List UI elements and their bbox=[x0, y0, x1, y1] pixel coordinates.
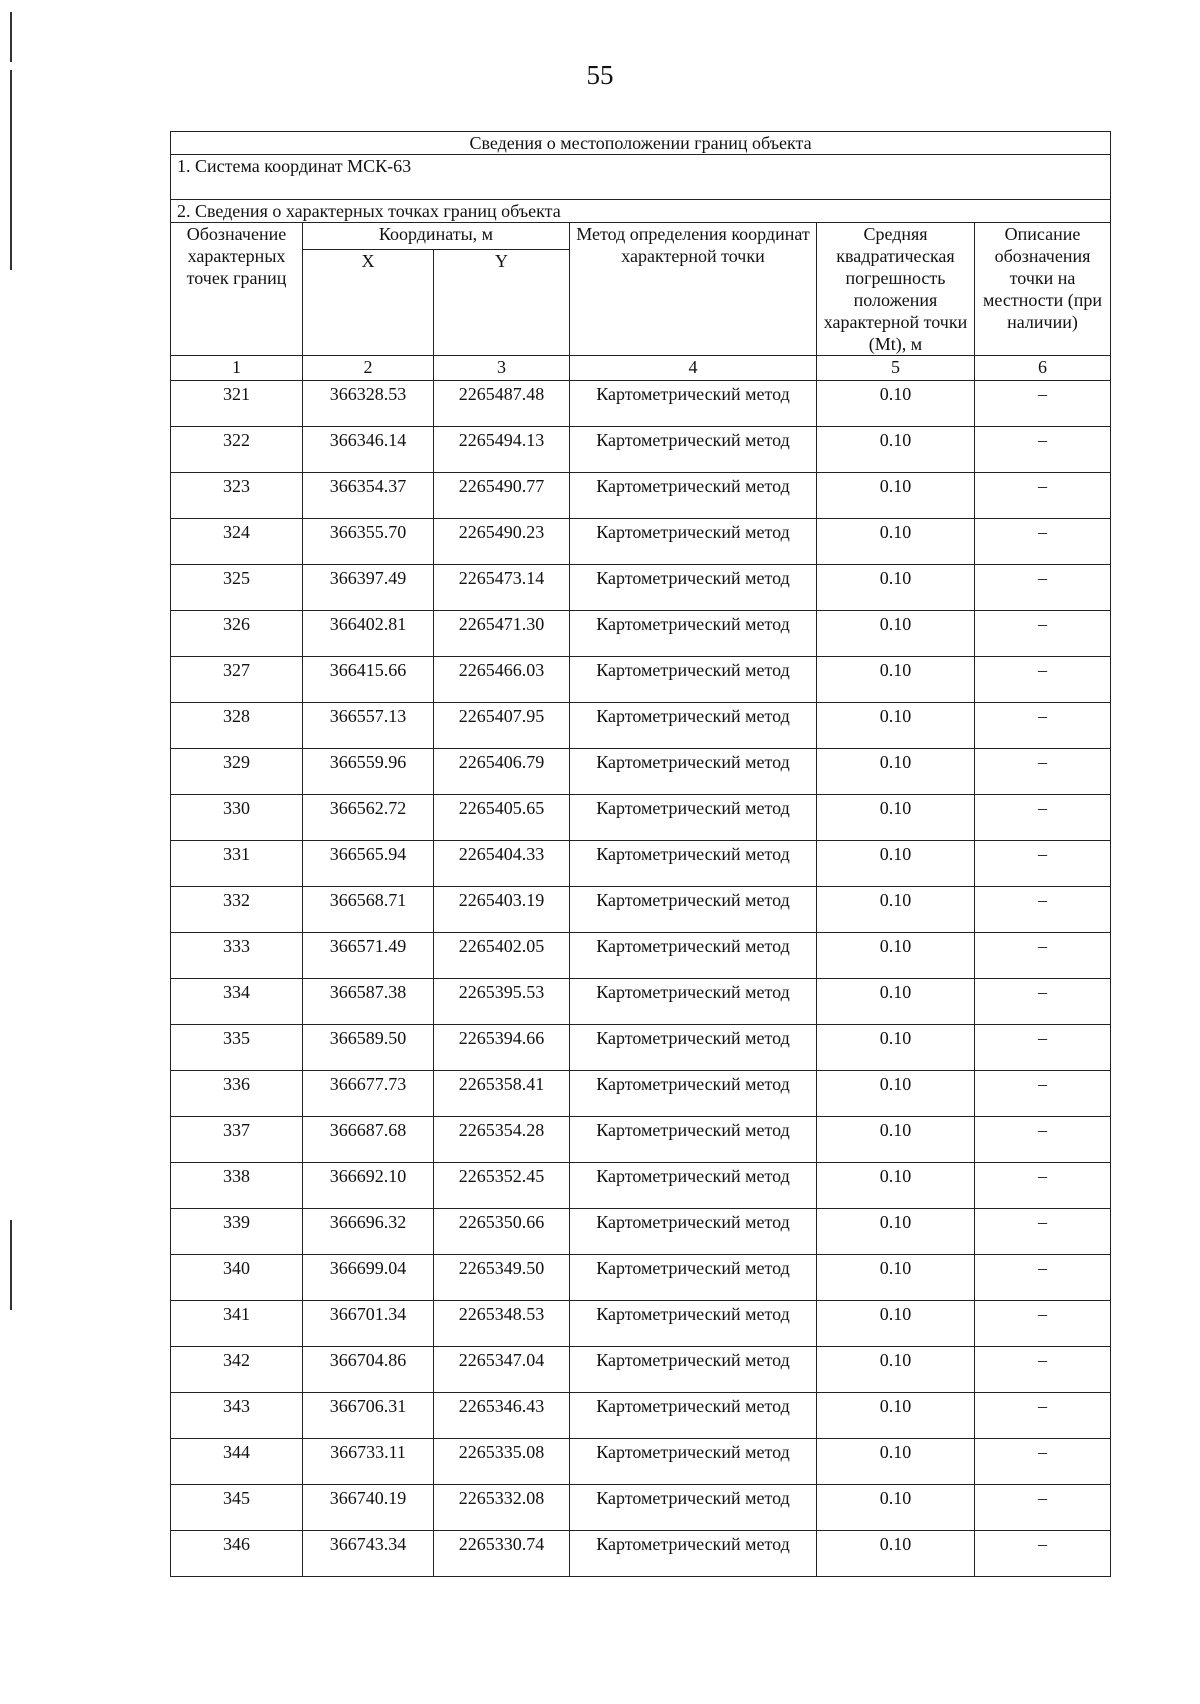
description-cell: – bbox=[975, 795, 1111, 841]
method-cell: Картометрический метод bbox=[570, 381, 817, 427]
point-number-cell: 341 bbox=[171, 1301, 303, 1347]
mean-error-cell: 0.10 bbox=[817, 381, 975, 427]
x-coordinate-cell: 366559.96 bbox=[303, 749, 434, 795]
y-coordinate-cell: 2265494.13 bbox=[434, 427, 570, 473]
mean-error-cell: 0.10 bbox=[817, 427, 975, 473]
mean-error-cell: 0.10 bbox=[817, 703, 975, 749]
description-cell: – bbox=[975, 1531, 1111, 1577]
y-coordinate-cell: 2265466.03 bbox=[434, 657, 570, 703]
x-coordinate-cell: 366740.19 bbox=[303, 1485, 434, 1531]
mean-error-cell: 0.10 bbox=[817, 519, 975, 565]
description-cell: – bbox=[975, 611, 1111, 657]
table-row bbox=[171, 1439, 1111, 1485]
table-row bbox=[171, 841, 1111, 887]
x-coordinate-cell: 366571.49 bbox=[303, 933, 434, 979]
point-number-cell: 333 bbox=[171, 933, 303, 979]
point-number-cell: 335 bbox=[171, 1025, 303, 1071]
x-coordinate-cell: 366557.13 bbox=[303, 703, 434, 749]
table-row bbox=[171, 1393, 1111, 1439]
x-coordinate-cell: 366402.81 bbox=[303, 611, 434, 657]
y-coordinate-cell: 2265347.04 bbox=[434, 1347, 570, 1393]
description-cell: – bbox=[975, 1255, 1111, 1301]
y-coordinate-cell: 2265346.43 bbox=[434, 1393, 570, 1439]
description-cell: – bbox=[975, 1347, 1111, 1393]
description-cell: – bbox=[975, 703, 1111, 749]
description-cell: – bbox=[975, 381, 1111, 427]
method-cell: Картометрический метод bbox=[570, 1393, 817, 1439]
x-coordinate-cell: 366706.31 bbox=[303, 1393, 434, 1439]
y-coordinate-cell: 2265403.19 bbox=[434, 887, 570, 933]
x-coordinate-cell: 366346.14 bbox=[303, 427, 434, 473]
scan-edge-marks bbox=[10, 0, 12, 1704]
method-cell: Картометрический метод bbox=[570, 703, 817, 749]
point-number-cell: 328 bbox=[171, 703, 303, 749]
description-cell: – bbox=[975, 1117, 1111, 1163]
boundary-coordinates-table bbox=[170, 131, 1111, 1577]
y-coordinate-cell: 2265349.50 bbox=[434, 1255, 570, 1301]
x-coordinate-cell: 366696.32 bbox=[303, 1209, 434, 1255]
description-cell: – bbox=[975, 1163, 1111, 1209]
method-cell: Картометрический метод bbox=[570, 979, 817, 1025]
y-coordinate-cell: 2265358.41 bbox=[434, 1071, 570, 1117]
point-number-cell: 331 bbox=[171, 841, 303, 887]
table-row bbox=[171, 1025, 1111, 1071]
table-row bbox=[171, 933, 1111, 979]
x-coordinate-cell: 366733.11 bbox=[303, 1439, 434, 1485]
description-cell: – bbox=[975, 657, 1111, 703]
column-number: 1 bbox=[171, 356, 303, 381]
point-number-cell: 345 bbox=[171, 1485, 303, 1531]
table-row bbox=[171, 1485, 1111, 1531]
point-number-cell: 330 bbox=[171, 795, 303, 841]
method-cell: Картометрический метод bbox=[570, 795, 817, 841]
description-cell: – bbox=[975, 1025, 1111, 1071]
point-number-cell: 327 bbox=[171, 657, 303, 703]
mean-error-cell: 0.10 bbox=[817, 1393, 975, 1439]
table-row bbox=[171, 1117, 1111, 1163]
method-cell: Картометрический метод bbox=[570, 1163, 817, 1209]
description-cell: – bbox=[975, 1485, 1111, 1531]
column-number: 2 bbox=[303, 356, 434, 381]
table-row bbox=[171, 795, 1111, 841]
header-description: Описание обозначения точки на местности (при наличии) bbox=[975, 223, 1111, 356]
description-cell: – bbox=[975, 1439, 1111, 1485]
y-coordinate-cell: 2265490.23 bbox=[434, 519, 570, 565]
table-row bbox=[171, 887, 1111, 933]
mean-error-cell: 0.10 bbox=[817, 1531, 975, 1577]
x-coordinate-cell: 366397.49 bbox=[303, 565, 434, 611]
header-method: Метод определения координат характерной точки bbox=[570, 223, 817, 356]
description-cell: – bbox=[975, 519, 1111, 565]
description-cell: – bbox=[975, 1071, 1111, 1117]
mean-error-cell: 0.10 bbox=[817, 887, 975, 933]
description-cell: – bbox=[975, 473, 1111, 519]
y-coordinate-cell: 2265330.74 bbox=[434, 1531, 570, 1577]
mean-error-cell: 0.10 bbox=[817, 473, 975, 519]
method-cell: Картометрический метод bbox=[570, 1117, 817, 1163]
table-row bbox=[171, 703, 1111, 749]
table-row bbox=[171, 979, 1111, 1025]
table-row bbox=[171, 519, 1111, 565]
mean-error-cell: 0.10 bbox=[817, 1025, 975, 1071]
table-row bbox=[171, 749, 1111, 795]
mean-error-cell: 0.10 bbox=[817, 611, 975, 657]
mean-error-cell: 0.10 bbox=[817, 1255, 975, 1301]
point-number-cell: 337 bbox=[171, 1117, 303, 1163]
point-number-cell: 336 bbox=[171, 1071, 303, 1117]
y-coordinate-cell: 2265473.14 bbox=[434, 565, 570, 611]
x-coordinate-cell: 366355.70 bbox=[303, 519, 434, 565]
y-coordinate-cell: 2265332.08 bbox=[434, 1485, 570, 1531]
x-coordinate-cell: 366704.86 bbox=[303, 1347, 434, 1393]
point-number-cell: 344 bbox=[171, 1439, 303, 1485]
table-row bbox=[171, 381, 1111, 427]
x-coordinate-cell: 366565.94 bbox=[303, 841, 434, 887]
mean-error-cell: 0.10 bbox=[817, 933, 975, 979]
y-coordinate-cell: 2265405.65 bbox=[434, 795, 570, 841]
description-cell: – bbox=[975, 887, 1111, 933]
x-coordinate-cell: 366699.04 bbox=[303, 1255, 434, 1301]
point-number-cell: 323 bbox=[171, 473, 303, 519]
mean-error-cell: 0.10 bbox=[817, 1439, 975, 1485]
method-cell: Картометрический метод bbox=[570, 933, 817, 979]
column-number-row bbox=[171, 356, 1111, 381]
coordinate-system-label: 1. Система координат МСК-63 bbox=[171, 155, 1111, 200]
mean-error-cell: 0.10 bbox=[817, 565, 975, 611]
y-coordinate-cell: 2265394.66 bbox=[434, 1025, 570, 1071]
y-coordinate-cell: 2265490.77 bbox=[434, 473, 570, 519]
point-number-cell: 325 bbox=[171, 565, 303, 611]
mean-error-cell: 0.10 bbox=[817, 979, 975, 1025]
x-coordinate-cell: 366568.71 bbox=[303, 887, 434, 933]
page-number: 55 bbox=[586, 60, 614, 90]
x-coordinate-cell: 366354.37 bbox=[303, 473, 434, 519]
column-number: 6 bbox=[975, 356, 1111, 381]
mean-error-cell: 0.10 bbox=[817, 1117, 975, 1163]
method-cell: Картометрический метод bbox=[570, 427, 817, 473]
description-cell: – bbox=[975, 749, 1111, 795]
table-row bbox=[171, 611, 1111, 657]
point-number-cell: 342 bbox=[171, 1347, 303, 1393]
y-coordinate-cell: 2265471.30 bbox=[434, 611, 570, 657]
mean-error-cell: 0.10 bbox=[817, 841, 975, 887]
y-coordinate-cell: 2265348.53 bbox=[434, 1301, 570, 1347]
table-row bbox=[171, 565, 1111, 611]
description-cell: – bbox=[975, 1209, 1111, 1255]
point-number-cell: 340 bbox=[171, 1255, 303, 1301]
y-coordinate-cell: 2265395.53 bbox=[434, 979, 570, 1025]
table-row bbox=[171, 1531, 1111, 1577]
point-number-cell: 332 bbox=[171, 887, 303, 933]
method-cell: Картометрический метод bbox=[570, 611, 817, 657]
table-row bbox=[171, 427, 1111, 473]
description-cell: – bbox=[975, 979, 1111, 1025]
mean-error-cell: 0.10 bbox=[817, 1347, 975, 1393]
point-number-cell: 329 bbox=[171, 749, 303, 795]
table-row bbox=[171, 657, 1111, 703]
mean-error-cell: 0.10 bbox=[817, 657, 975, 703]
mean-error-cell: 0.10 bbox=[817, 749, 975, 795]
y-coordinate-cell: 2265404.33 bbox=[434, 841, 570, 887]
table-row bbox=[171, 1347, 1111, 1393]
method-cell: Картометрический метод bbox=[570, 1439, 817, 1485]
y-coordinate-cell: 2265406.79 bbox=[434, 749, 570, 795]
y-coordinate-cell: 2265402.05 bbox=[434, 933, 570, 979]
table-row bbox=[171, 1209, 1111, 1255]
table-title: Сведения о местоположении границ объекта bbox=[171, 132, 1111, 155]
method-cell: Картометрический метод bbox=[570, 887, 817, 933]
mean-error-cell: 0.10 bbox=[817, 1163, 975, 1209]
method-cell: Картометрический метод bbox=[570, 1531, 817, 1577]
x-coordinate-cell: 366562.72 bbox=[303, 795, 434, 841]
point-number-cell: 326 bbox=[171, 611, 303, 657]
description-cell: – bbox=[975, 565, 1111, 611]
point-number-cell: 346 bbox=[171, 1531, 303, 1577]
x-coordinate-cell: 366328.53 bbox=[303, 381, 434, 427]
description-cell: – bbox=[975, 933, 1111, 979]
column-number: 5 bbox=[817, 356, 975, 381]
point-number-cell: 343 bbox=[171, 1393, 303, 1439]
method-cell: Картометрический метод bbox=[570, 841, 817, 887]
method-cell: Картометрический метод bbox=[570, 565, 817, 611]
method-cell: Картометрический метод bbox=[570, 1255, 817, 1301]
table-row bbox=[171, 473, 1111, 519]
y-coordinate-cell: 2265350.66 bbox=[434, 1209, 570, 1255]
x-coordinate-cell: 366677.73 bbox=[303, 1071, 434, 1117]
points-section-label: 2. Сведения о характерных точках границ объекта bbox=[171, 200, 1111, 223]
header-y: Y bbox=[434, 249, 570, 355]
point-number-cell: 339 bbox=[171, 1209, 303, 1255]
point-number-cell: 322 bbox=[171, 427, 303, 473]
method-cell: Картометрический метод bbox=[570, 657, 817, 703]
method-cell: Картометрический метод bbox=[570, 1071, 817, 1117]
x-coordinate-cell: 366692.10 bbox=[303, 1163, 434, 1209]
method-cell: Картометрический метод bbox=[570, 1025, 817, 1071]
description-cell: – bbox=[975, 841, 1111, 887]
method-cell: Картометрический метод bbox=[570, 1347, 817, 1393]
method-cell: Картометрический метод bbox=[570, 1485, 817, 1531]
x-coordinate-cell: 366701.34 bbox=[303, 1301, 434, 1347]
point-number-cell: 334 bbox=[171, 979, 303, 1025]
method-cell: Картометрический метод bbox=[570, 519, 817, 565]
column-number: 4 bbox=[570, 356, 817, 381]
method-cell: Картометрический метод bbox=[570, 749, 817, 795]
mean-error-cell: 0.10 bbox=[817, 1301, 975, 1347]
y-coordinate-cell: 2265335.08 bbox=[434, 1439, 570, 1485]
point-number-cell: 321 bbox=[171, 381, 303, 427]
mean-error-cell: 0.10 bbox=[817, 1071, 975, 1117]
method-cell: Картометрический метод bbox=[570, 1301, 817, 1347]
description-cell: – bbox=[975, 1301, 1111, 1347]
table-row bbox=[171, 1163, 1111, 1209]
description-cell: – bbox=[975, 427, 1111, 473]
y-coordinate-cell: 2265354.28 bbox=[434, 1117, 570, 1163]
x-coordinate-cell: 366687.68 bbox=[303, 1117, 434, 1163]
mean-error-cell: 0.10 bbox=[817, 1485, 975, 1531]
description-cell: – bbox=[975, 1393, 1111, 1439]
header-point-designation: Обозначение характерных точек границ bbox=[171, 223, 303, 356]
table-row bbox=[171, 1301, 1111, 1347]
y-coordinate-cell: 2265487.48 bbox=[434, 381, 570, 427]
x-coordinate-cell: 366743.34 bbox=[303, 1531, 434, 1577]
method-cell: Картометрический метод bbox=[570, 1209, 817, 1255]
column-number: 3 bbox=[434, 356, 570, 381]
table-row bbox=[171, 1255, 1111, 1301]
point-number-cell: 338 bbox=[171, 1163, 303, 1209]
mean-error-cell: 0.10 bbox=[817, 1209, 975, 1255]
header-x: X bbox=[303, 249, 434, 355]
method-cell: Картометрический метод bbox=[570, 473, 817, 519]
mean-error-cell: 0.10 bbox=[817, 795, 975, 841]
y-coordinate-cell: 2265407.95 bbox=[434, 703, 570, 749]
y-coordinate-cell: 2265352.45 bbox=[434, 1163, 570, 1209]
header-mean-error: Средняя квадратическая погрешность положения характерной точки (Mt), м bbox=[817, 223, 975, 356]
x-coordinate-cell: 366589.50 bbox=[303, 1025, 434, 1071]
table-row bbox=[171, 1071, 1111, 1117]
x-coordinate-cell: 366415.66 bbox=[303, 657, 434, 703]
point-number-cell: 324 bbox=[171, 519, 303, 565]
header-coordinates: Координаты, м bbox=[303, 223, 570, 250]
x-coordinate-cell: 366587.38 bbox=[303, 979, 434, 1025]
